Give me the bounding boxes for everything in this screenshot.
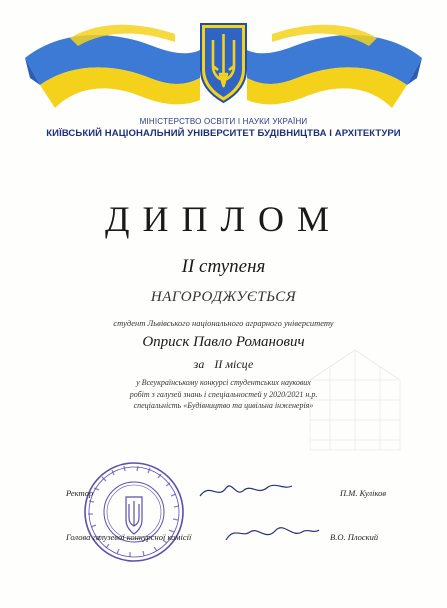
- flag-ribbon-banner: [0, 0, 447, 120]
- diploma-title: ДИПЛОМ: [105, 199, 342, 239]
- awarded-heading: НАГОРОДЖУЄТЬСЯ: [150, 289, 297, 305]
- student-affiliation: студент Львівського національного аграрного університету: [113, 318, 334, 328]
- place-word: місце: [225, 357, 254, 371]
- place-number: II: [214, 357, 223, 371]
- commission-chair-label: Голова галузевої конкурсної комісії: [66, 532, 192, 542]
- ministry-name: МІНІСТЕРСТВО ОСВІТИ І НАУКИ УКРАЇНИ: [139, 117, 308, 126]
- contest-line: робіт з галузей знань і спеціальностей у 2020/2021 н.р.: [129, 389, 318, 399]
- rector-label: Ректор: [66, 488, 94, 498]
- contest-line: спеціальність «Будівництво та цивільна інженерія»: [133, 401, 314, 410]
- rector-signature: [196, 478, 296, 504]
- contest-line: у Всеукраїнському конкурсі студентських наукових: [136, 378, 311, 387]
- place-prefix: за: [193, 357, 205, 371]
- chair-signature: [222, 520, 322, 546]
- recipient-name: Оприск Павло Романович: [142, 334, 305, 350]
- official-seal: [82, 460, 186, 564]
- trident-icon: [201, 24, 246, 102]
- university-name: КИЇВСЬКИЙ НАЦІОНАЛЬНИЙ УНІВЕРСИТЕТ БУДІВНИЦТВА І АРХІТЕКТУРИ: [46, 128, 401, 139]
- diploma-degree: II ступеня: [181, 256, 266, 277]
- chair-name: В.О. Плоский: [330, 532, 379, 542]
- building-watermark: [300, 340, 410, 460]
- rector-name: П.М. Куліков: [340, 488, 387, 498]
